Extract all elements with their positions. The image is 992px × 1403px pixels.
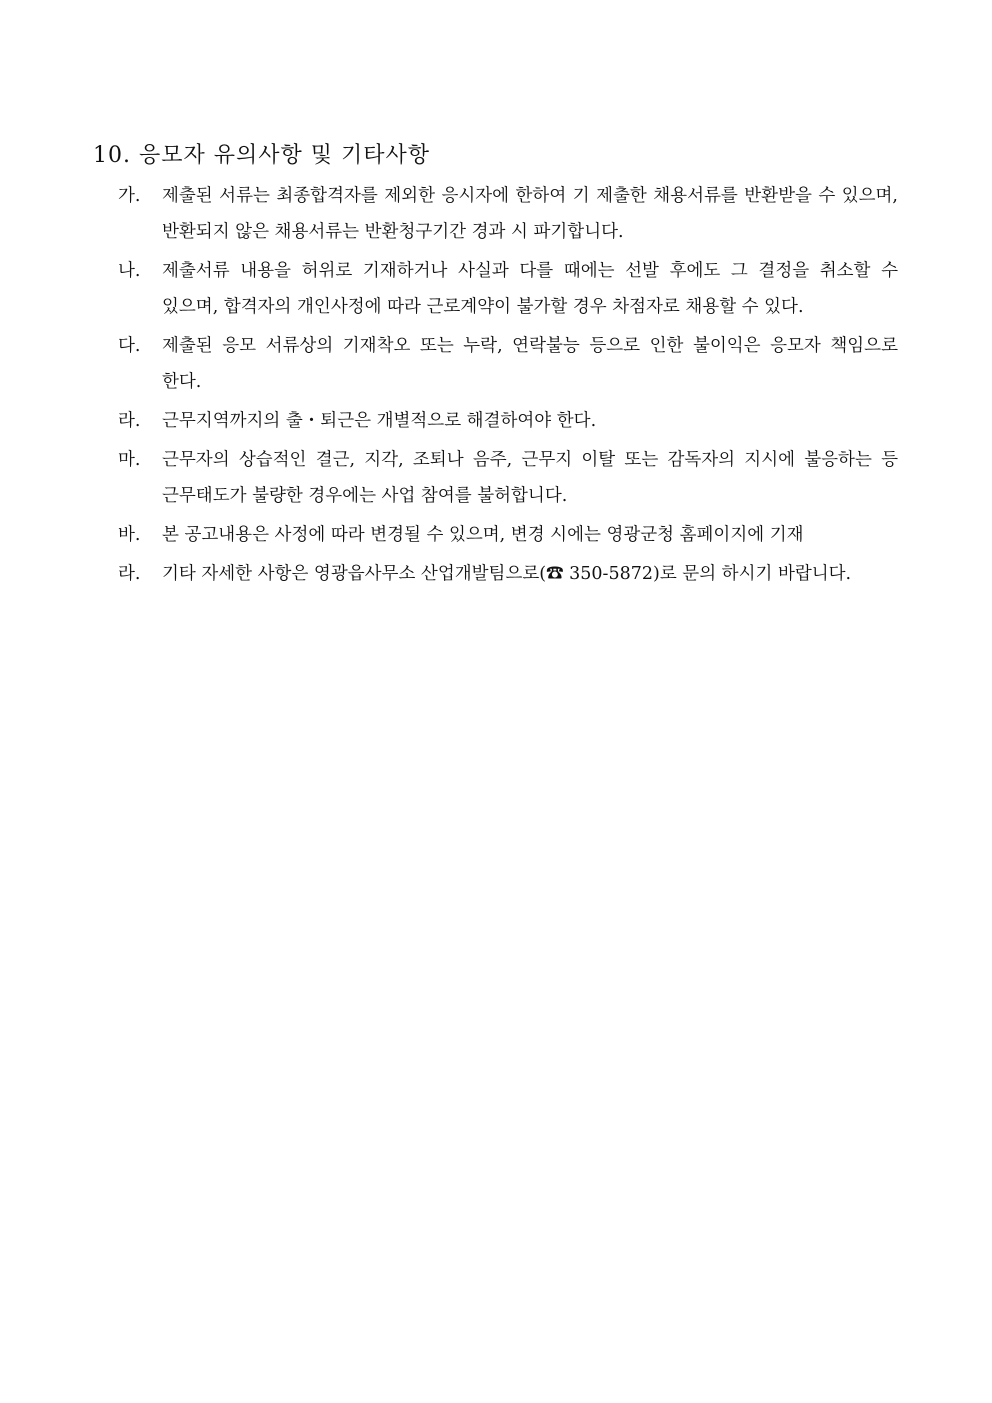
list-item [118,442,898,514]
list-item [118,403,898,439]
item-marker: 라. [118,564,141,584]
item-marker: 라. [118,411,141,431]
item-text: 제출된 응모 서류상의 기재착오 또는 누락, 연락불능 등으로 인한 불이익은 응모자 책임으로 한다. [162,336,898,392]
item-marker: 바. [118,525,141,545]
item-marker: 나. [118,261,141,281]
list-item [118,517,898,553]
item-text: 제출된 서류는 최종합격자를 제외한 응시자에 한하여 기 제출한 채용서류를 반환받을 수 있으며, 반환되지 않은 채용서류는 반환청구기간 경과 시 파기합니다. [162,186,898,242]
item-marker: 다. [118,336,141,356]
section-title: 10. 응모자 유의사항 및 기타사항 [93,143,430,168]
item-marker: 마. [118,450,141,470]
list-item [118,253,898,325]
item-text: 근무자의 상습적인 결근, 지각, 조퇴나 음주, 근무지 이탈 또는 감독자의 지시에 불응하는 등 근무태도가 불량한 경우에는 사업 참여를 불허합니다. [162,450,898,506]
list-item [118,556,898,592]
item-text: 근무지역까지의 출・퇴근은 개별적으로 해결하여야 한다. [162,411,597,431]
list-item [118,178,898,250]
item-text: 기타 자세한 사항은 영광읍사무소 산업개발팀으로(☎ 350-5872)로 문의 하시기 바랍니다. [162,564,852,584]
notice-list [118,178,898,595]
item-marker: 가. [118,186,141,206]
item-text: 본 공고내용은 사정에 따라 변경될 수 있으며, 변경 시에는 영광군청 홈페이지에 기재 [162,525,804,545]
list-item [118,328,898,400]
item-text: 제출서류 내용을 허위로 기재하거나 사실과 다를 때에는 선발 후에도 그 결정을 취소할 수 있으며, 합격자의 개인사정에 따라 근로계약이 불가할 경우 차점자로 채용할 수 있다. [162,261,898,317]
